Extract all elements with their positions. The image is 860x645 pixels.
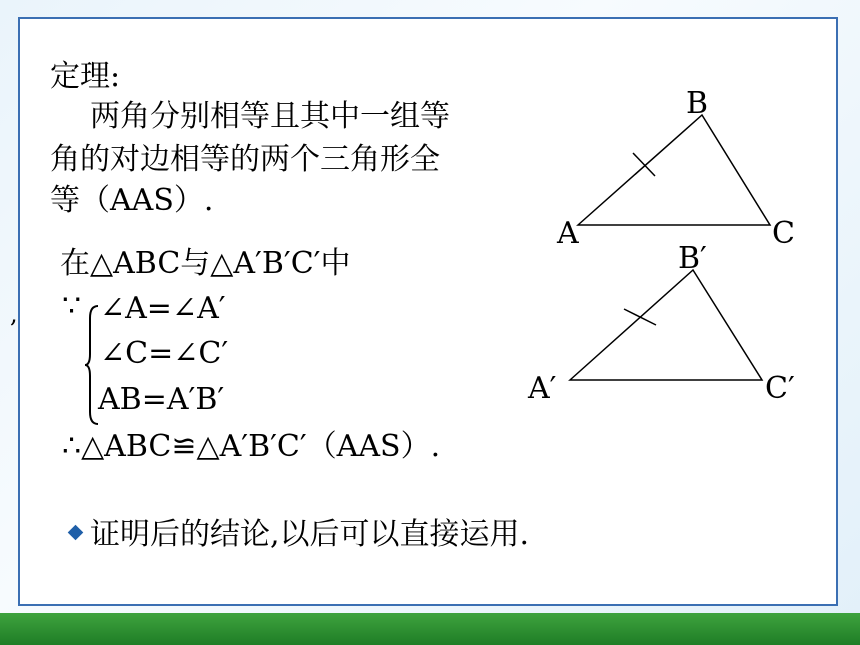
theorem-line-3: 等（AAS）.	[50, 183, 214, 218]
label-b-prime: B′	[678, 241, 707, 276]
label-c: C	[772, 216, 795, 251]
proof-intro: 在△ABC与△A′B′C′中	[60, 246, 351, 281]
theorem-title: 定理:	[50, 59, 121, 94]
triangle-prime-shape	[570, 270, 762, 380]
bottom-green-bar	[0, 613, 860, 645]
proof-conclusion: ∴△ABC≌△A′B′C′（AAS）.	[62, 429, 441, 464]
because-symbol: ∵	[62, 289, 82, 324]
theorem-line-1: 两角分别相等且其中一组等	[90, 99, 450, 134]
condition-angle-a: ∠A=∠A′	[100, 291, 226, 326]
tick-mark-a-prime-b-prime	[624, 309, 656, 325]
note-text: 证明后的结论,以后可以直接运用.	[90, 517, 530, 552]
label-c-prime: C′	[765, 371, 795, 406]
condition-side-ab: AB=A′B′	[98, 382, 225, 417]
stray-comma: ,	[10, 300, 18, 328]
label-a: A	[557, 216, 579, 251]
label-b: B	[686, 86, 709, 121]
condition-angle-c: ∠C=∠C′	[100, 336, 229, 371]
theorem-line-2: 角的对边相等的两个三角形全	[50, 142, 440, 177]
label-a-prime: A′	[528, 371, 557, 406]
